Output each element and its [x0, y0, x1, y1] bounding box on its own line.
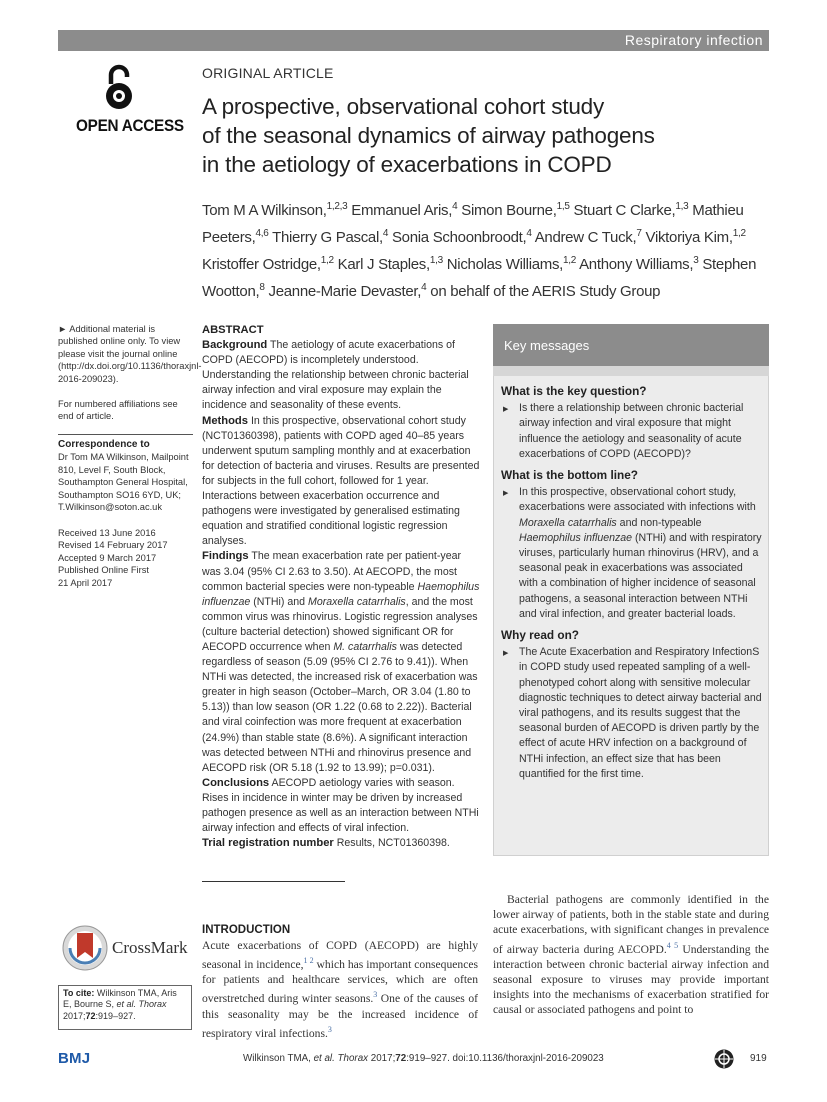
- date-line: Received 13 June 2016: [58, 528, 156, 538]
- article-type: ORIGINAL ARTICLE: [202, 65, 334, 81]
- abstract-methods: Methods In this prospective, observational cohort study (NCT01360398), patients with COPD aged 40–85 years underwent sputum sampling monthly and at exacerbation for detection of bacteria and viruses. Results are presented for subjects in the full cohort, followed for 1 year. Interactions between exacerbation occurrence and pathogens were investigated by generalised estimating equation and stratified conditional logistic regression analyses.: [202, 414, 480, 548]
- author-name: Kristoffer Ostridge,: [202, 256, 321, 273]
- introduction-heading: INTRODUCTION: [202, 924, 291, 936]
- section-label: Respiratory infection: [624, 32, 763, 48]
- author-affiliation: 1,2: [563, 255, 577, 266]
- correspondence-email[interactable]: T.Wilkinson@soton.ac.uk: [58, 502, 162, 513]
- author-name: Mathieu Peeters,: [202, 202, 744, 246]
- additional-material-note: ► Additional material is published online only. To view please visit the journal online (http://dx.doi.org/10.1136/thoraxjnl-2016-209023).: [58, 324, 202, 384]
- author-affiliation: 1,2: [732, 228, 746, 239]
- title-line: in the aetiology of exacerbations in COPD: [202, 152, 612, 177]
- author-affiliation: 8: [259, 282, 265, 293]
- author-name: Nicholas Williams,: [442, 256, 564, 273]
- abstract-heading: ABSTRACT: [202, 324, 264, 336]
- key-question-2: What is the bottom line?: [501, 468, 638, 483]
- bmj-logo: BMJ: [58, 1050, 91, 1067]
- author-name: Tom M A Wilkinson,: [202, 202, 327, 219]
- author-affiliation: 4: [452, 201, 458, 212]
- key-messages-content: [501, 384, 763, 782]
- introduction-paragraph-1: Acute exacerbations of COPD (AECOPD) are highly seasonal in incidence,$^{1 2}$ which has important consequences for patients and healthcare services, which are often overstretched during winter seasons.$^3$ One of the causes of this seasonality may be the increased incidence of respiratory viral infections.$^3$: [202, 939, 479, 1040]
- crossmark-label[interactable]: CrossMark: [112, 938, 188, 957]
- author-affiliation: 1,3: [675, 201, 689, 212]
- section-header-bar: [58, 30, 769, 51]
- abstract: [202, 323, 482, 851]
- author-affiliation: 1,2: [320, 255, 334, 266]
- author-affiliation: 4: [382, 228, 389, 239]
- correspondence-line: Southampton SO16 6YD, UK;: [58, 489, 181, 500]
- author-name: Simon Bourne,: [457, 202, 557, 219]
- correspondence-label: Correspondence to: [58, 439, 150, 450]
- author-affiliation: 4: [526, 228, 532, 239]
- author-affiliation: 3: [693, 255, 699, 266]
- key-question-3: Why read on?: [501, 628, 579, 643]
- key-messages-band: [493, 366, 769, 376]
- key-messages-title: Key messages: [504, 338, 590, 353]
- key-question-1: What is the key question?: [501, 384, 647, 398]
- correspondence-line: 810, Level F, South Block,: [58, 464, 166, 475]
- author-affiliation: 1,3: [429, 255, 443, 266]
- affiliations-note: For numbered affiliations see end of article.: [58, 399, 178, 422]
- author-name: Thierry G Pascal,: [268, 229, 383, 246]
- open-access-label: OPEN ACCESS: [76, 116, 184, 135]
- title-line: of the seasonal dynamics of airway pathogens: [202, 123, 655, 148]
- abstract-findings: Findings The mean exacerbation rate per patient-year was 3.04 (95% CI 2.63 to 3.50). At AECOPD, the most common bacterial species were non-typeable Haemophilus influenzae (NTHi) and Moraxella catarrhalis, and the most common virus was rhinovirus. Logistic regression analyses (culture bacterial detection) showed significant OR for AECOPD occurrence when M. catarrhalis was detected regardless of season (5.09 (95% CI 2.76 to 9.41)). When NTHi was detected, the increased risk of exacerbation was greater in high season (October–March, OR 3.04 (1.80 to 5.13)) than low season (OR 1.22 (0.68 to 2.22)). Bacterial and viral coinfection was more frequent at exacerbation (24.9%) than stable state (8.6%). A significant interaction was detected between NTHi and rhinovirus presence and AECOPD risk (OR 5.18 (1.92 to 13.99); p=0.031).: [202, 550, 480, 774]
- journal-icon: [714, 1049, 734, 1069]
- author-affiliation: 1,5: [556, 201, 570, 212]
- author-name: Andrew C Tuck,: [531, 229, 637, 246]
- author-name: Sonia Schoonbroodt,: [388, 229, 527, 246]
- author-name: Emmanuel Aris,: [347, 202, 453, 219]
- abstract-conclusions: Conclusions AECOPD aetiology varies with season. Rises in incidence in winter may be driven by increased pathogen presence as well as an interaction between NTHi airway infection and effects of viral infection.: [202, 776, 479, 835]
- author-name: Karl J Staples,: [333, 256, 430, 273]
- key-answer-3: ▶ The Acute Exacerbation and Respiratory InfectionS in COPD study used repeated sampling of a well-phenotyped cohort along with sensitive molecular diagnostic techniques to detect airway bacterial and viral pathogens, and its results suggest that the seasonal burden of AECOPD is driven partly by the effect of acute HRV infection on a background of NTHi infection, an effect size that has been quantified for the first time.: [501, 645, 763, 782]
- key-messages-header: [493, 324, 769, 366]
- page-number: 919: [750, 1053, 767, 1064]
- author-affiliation: 1,2,3: [326, 201, 348, 212]
- citation-box: To cite: Wilkinson TMA, Aris E, Bourne S, et al. Thorax 2017;72:919–927.: [58, 985, 192, 1030]
- date-line: Published Online First: [58, 565, 149, 576]
- author-name: Viktoriya Kim,: [641, 229, 733, 246]
- abstract-trial: Trial registration number Results, NCT01360398.: [202, 837, 450, 850]
- key-answer-1: ▶ Is there a relationship between chronic bacterial airway infection and viral exposure that might influence the aetiology and seasonality of acute exacerbations of COPD (AECOPD)?: [501, 401, 763, 462]
- author-name: Stephen Wootton,: [202, 256, 757, 300]
- author-affiliation: 4,6: [255, 228, 269, 239]
- correspondence-line: Dr Tom MA Wilkinson, Mailpoint: [58, 452, 189, 463]
- correspondence: [58, 439, 193, 513]
- author-list: [202, 195, 767, 303]
- reference-link[interactable]: 3: [373, 990, 378, 1000]
- abstract-background: Background The aetiology of acute exacerbations of COPD (AECOPD) is incompletely understood. Understanding the relationship between chronic bacterial airway infection and viral exposure may explain the incidence and seasonality of these events.: [202, 339, 469, 412]
- citation-label: To cite:: [63, 988, 95, 998]
- author-affiliation: 4: [421, 282, 427, 293]
- date-line: Accepted 9 March 2017: [58, 552, 157, 563]
- author-affiliation: 7: [636, 228, 642, 239]
- title-line: A prospective, observational cohort study: [202, 94, 605, 119]
- key-answer-2: ▶ In this prospective, observational cohort study, exacerbations were associated with infections with Moraxella catarrhalis and non-typeable Haemophilus influenzae (NTHi) and with respiratory viruses, particularly human rhinovirus (HRV), and a seasonal peak in exacerbations was associated with a combination of higher incidence of seasonal pathogens, a seasonal interaction between NTHi and viral infection, and greater bacterial loads.: [501, 485, 763, 622]
- footer-citation: Wilkinson TMA, et al. Thorax 2017;72:919–927. doi:10.1136/thoraxjnl-2016-209023: [243, 1053, 604, 1064]
- article-dates: [58, 527, 193, 589]
- abstract-divider: [202, 881, 345, 882]
- reference-link[interactable]: 3: [327, 1024, 332, 1034]
- author-name: on behalf of the AERIS Study Group: [426, 283, 661, 300]
- introduction-paragraph-2: Bacterial pathogens are commonly identified in the lower airway of patients, both in the stable state and during acute exacerbations, with significant changes in prevalence of airway bacteria during AECOPD.$^{4 5}$ Understanding the interaction between chronic bacterial airway infection and seasonal exposure to viruses may provide important insights into the mechanisms of exacerbation stratified for causal or associated pathogens and point to: [493, 893, 769, 1017]
- author-name: Anthony Williams,: [576, 256, 694, 273]
- correspondence-line: Southampton General Hospital,: [58, 477, 188, 488]
- author-name: Jeanne-Marie Devaster,: [264, 283, 422, 300]
- sidebar-divider: [58, 434, 193, 435]
- reference-link[interactable]: 1 2: [303, 956, 314, 966]
- date-line: Revised 14 February 2017: [58, 540, 168, 551]
- article-title: [202, 92, 762, 179]
- reference-link[interactable]: 4 5: [666, 940, 679, 950]
- author-name: Stuart C Clarke,: [569, 202, 676, 219]
- open-access-lock-icon: [99, 64, 139, 112]
- date-line: 21 April 2017: [58, 577, 113, 588]
